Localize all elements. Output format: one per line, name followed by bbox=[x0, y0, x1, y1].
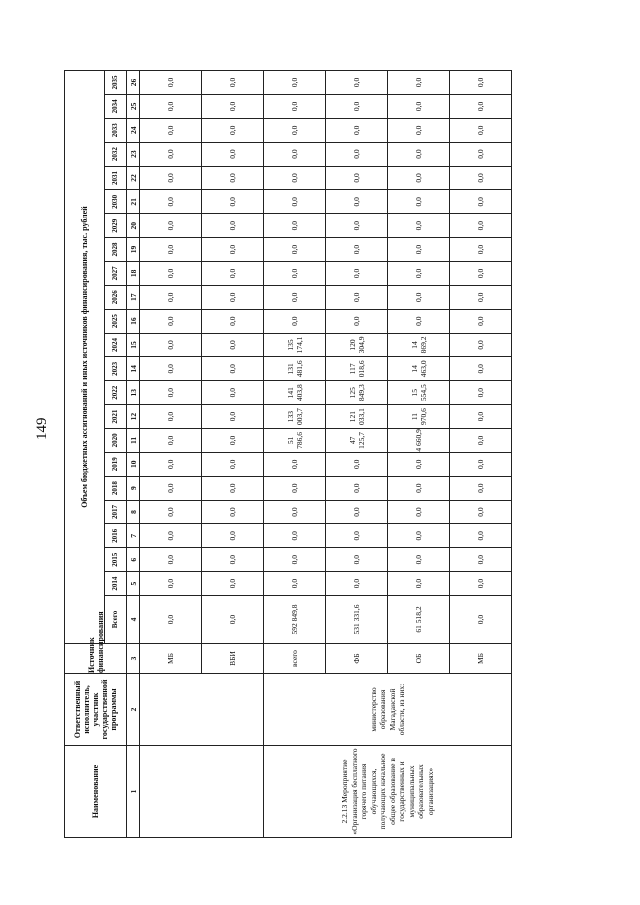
value-cell: 0,0 bbox=[326, 142, 388, 166]
value-cell: 0,0 bbox=[388, 285, 450, 309]
empty-cell bbox=[140, 674, 264, 746]
source-cell: всего bbox=[264, 644, 326, 674]
value-cell: 0,0 bbox=[140, 142, 202, 166]
value-cell: 0,0 bbox=[326, 166, 388, 190]
value-cell: 0,0 bbox=[326, 71, 388, 95]
value-cell: 0,0 bbox=[450, 309, 512, 333]
value-cell: 0,0 bbox=[264, 476, 326, 500]
value-cell: 0,0 bbox=[450, 405, 512, 429]
value-cell: 0,0 bbox=[264, 214, 326, 238]
value-cell: 0,0 bbox=[388, 309, 450, 333]
column-number: 20 bbox=[127, 214, 140, 238]
header-year-2023: 2023 bbox=[105, 357, 127, 381]
value-cell: 0,0 bbox=[450, 476, 512, 500]
value-cell: 0,0 bbox=[264, 166, 326, 190]
value-cell: 0,0 bbox=[202, 214, 264, 238]
value-cell: 0,0 bbox=[202, 428, 264, 452]
column-number: 17 bbox=[127, 285, 140, 309]
header-year-2018: 2018 bbox=[105, 476, 127, 500]
value-cell: 0,0 bbox=[140, 71, 202, 95]
value-cell: 0,0 bbox=[388, 214, 450, 238]
column-number: 9 bbox=[127, 476, 140, 500]
value-cell: 0,0 bbox=[202, 405, 264, 429]
value-cell: 0,0 bbox=[264, 238, 326, 262]
column-number: 15 bbox=[127, 333, 140, 357]
value-cell: 15 554,5 bbox=[388, 381, 450, 405]
column-number: 22 bbox=[127, 166, 140, 190]
value-cell: 0,0 bbox=[326, 214, 388, 238]
value-cell: 0,0 bbox=[140, 548, 202, 572]
header-year-2020: 2020 bbox=[105, 428, 127, 452]
table-row bbox=[140, 71, 202, 838]
value-cell: 0,0 bbox=[264, 142, 326, 166]
column-number: 3 bbox=[127, 644, 140, 674]
value-cell: 0,0 bbox=[450, 524, 512, 548]
value-cell: 0,0 bbox=[450, 357, 512, 381]
value-cell: 0,0 bbox=[326, 500, 388, 524]
header-year-2024: 2024 bbox=[105, 333, 127, 357]
value-cell: 0,0 bbox=[202, 190, 264, 214]
value-cell: 0,0 bbox=[264, 285, 326, 309]
value-cell: 0,0 bbox=[450, 285, 512, 309]
value-cell: 0,0 bbox=[450, 118, 512, 142]
value-cell: 133 003,7 bbox=[264, 405, 326, 429]
value-cell: 0,0 bbox=[450, 214, 512, 238]
value-cell: 0,0 bbox=[202, 94, 264, 118]
value-cell: 0,0 bbox=[450, 428, 512, 452]
value-cell: 11 970,6 bbox=[388, 405, 450, 429]
value-cell: 0,0 bbox=[326, 476, 388, 500]
value-cell: 0,0 bbox=[326, 94, 388, 118]
value-cell: 0,0 bbox=[326, 190, 388, 214]
value-cell: 0,0 bbox=[140, 309, 202, 333]
value-cell: 0,0 bbox=[388, 548, 450, 572]
value-cell: 125 849,3 bbox=[326, 381, 388, 405]
value-cell: 0,0 bbox=[388, 190, 450, 214]
value-cell: 0,0 bbox=[140, 452, 202, 476]
total-cell: 592 849,8 bbox=[264, 596, 326, 644]
value-cell: 14 463,0 bbox=[388, 357, 450, 381]
total-cell: 0,0 bbox=[202, 596, 264, 644]
value-cell: 0,0 bbox=[326, 524, 388, 548]
value-cell: 0,0 bbox=[388, 166, 450, 190]
value-cell: 4 660,9 bbox=[388, 428, 450, 452]
column-number: 1 bbox=[127, 746, 140, 838]
value-cell: 0,0 bbox=[326, 452, 388, 476]
value-cell: 0,0 bbox=[388, 71, 450, 95]
column-number: 14 bbox=[127, 357, 140, 381]
value-cell: 0,0 bbox=[450, 381, 512, 405]
header-total: Всего bbox=[105, 596, 127, 644]
column-number: 24 bbox=[127, 118, 140, 142]
table-row bbox=[264, 71, 326, 838]
column-number: 26 bbox=[127, 71, 140, 95]
value-cell: 0,0 bbox=[140, 381, 202, 405]
source-cell: ВБИ bbox=[202, 644, 264, 674]
value-cell: 0,0 bbox=[140, 572, 202, 596]
value-cell: 0,0 bbox=[388, 94, 450, 118]
header-year-2035: 2035 bbox=[105, 71, 127, 95]
value-cell: 0,0 bbox=[140, 500, 202, 524]
value-cell: 0,0 bbox=[450, 548, 512, 572]
value-cell: 0,0 bbox=[140, 238, 202, 262]
header-year-2034: 2034 bbox=[105, 94, 127, 118]
total-cell: 0,0 bbox=[450, 596, 512, 644]
value-cell: 0,0 bbox=[326, 238, 388, 262]
value-cell: 0,0 bbox=[388, 142, 450, 166]
page-number: 149 bbox=[34, 417, 50, 440]
value-cell: 0,0 bbox=[264, 500, 326, 524]
header-year-2027: 2027 bbox=[105, 261, 127, 285]
value-cell: 0,0 bbox=[140, 166, 202, 190]
value-cell: 0,0 bbox=[450, 452, 512, 476]
value-cell: 0,0 bbox=[140, 214, 202, 238]
value-cell: 0,0 bbox=[140, 261, 202, 285]
header-year-2017: 2017 bbox=[105, 500, 127, 524]
total-cell: 0,0 bbox=[140, 596, 202, 644]
value-cell: 0,0 bbox=[264, 261, 326, 285]
value-cell: 0,0 bbox=[264, 309, 326, 333]
value-cell: 0,0 bbox=[202, 71, 264, 95]
empty-cell bbox=[140, 746, 264, 838]
value-cell: 0,0 bbox=[326, 118, 388, 142]
value-cell: 0,0 bbox=[264, 118, 326, 142]
column-number: 4 bbox=[127, 596, 140, 644]
value-cell: 0,0 bbox=[202, 166, 264, 190]
value-cell: 0,0 bbox=[326, 261, 388, 285]
value-cell: 0,0 bbox=[450, 71, 512, 95]
column-number: 8 bbox=[127, 500, 140, 524]
value-cell: 0,0 bbox=[326, 548, 388, 572]
value-cell: 0,0 bbox=[140, 357, 202, 381]
source-cell: ФБ bbox=[326, 644, 388, 674]
value-cell: 0,0 bbox=[202, 452, 264, 476]
value-cell: 0,0 bbox=[202, 357, 264, 381]
header-year-2022: 2022 bbox=[105, 381, 127, 405]
value-cell: 0,0 bbox=[140, 476, 202, 500]
header-year-2028: 2028 bbox=[105, 238, 127, 262]
value-cell: 0,0 bbox=[264, 548, 326, 572]
value-cell: 0,0 bbox=[450, 142, 512, 166]
value-cell: 0,0 bbox=[326, 572, 388, 596]
value-cell: 0,0 bbox=[388, 476, 450, 500]
value-cell: 0,0 bbox=[202, 333, 264, 357]
value-cell: 0,0 bbox=[202, 285, 264, 309]
value-cell: 0,0 bbox=[264, 94, 326, 118]
value-cell: 0,0 bbox=[450, 94, 512, 118]
header-year-2019: 2019 bbox=[105, 452, 127, 476]
value-cell: 0,0 bbox=[202, 261, 264, 285]
total-cell: 61 518,2 bbox=[388, 596, 450, 644]
header-year-2030: 2030 bbox=[105, 190, 127, 214]
column-number: 10 bbox=[127, 452, 140, 476]
value-cell: 0,0 bbox=[202, 238, 264, 262]
header-year-2033: 2033 bbox=[105, 118, 127, 142]
total-cell: 531 331,6 bbox=[326, 596, 388, 644]
value-cell: 0,0 bbox=[140, 285, 202, 309]
header-year-2032: 2032 bbox=[105, 142, 127, 166]
value-cell: 0,0 bbox=[450, 261, 512, 285]
header-year-2031: 2031 bbox=[105, 166, 127, 190]
value-cell: 0,0 bbox=[388, 524, 450, 548]
value-cell: 0,0 bbox=[388, 261, 450, 285]
value-cell: 0,0 bbox=[388, 452, 450, 476]
header-year-2026: 2026 bbox=[105, 285, 127, 309]
column-number: 18 bbox=[127, 261, 140, 285]
rotated-table-block bbox=[64, 70, 496, 838]
header-year-2029: 2029 bbox=[105, 214, 127, 238]
value-cell: 0,0 bbox=[326, 285, 388, 309]
value-cell: 121 033,1 bbox=[326, 405, 388, 429]
column-number: 5 bbox=[127, 572, 140, 596]
value-cell: 141 403,8 bbox=[264, 381, 326, 405]
source-cell: МБ bbox=[450, 644, 512, 674]
value-cell: 0,0 bbox=[140, 94, 202, 118]
value-cell: 0,0 bbox=[388, 238, 450, 262]
value-cell: 14 869,2 bbox=[388, 333, 450, 357]
value-cell: 0,0 bbox=[326, 309, 388, 333]
value-cell: 0,0 bbox=[140, 118, 202, 142]
value-cell: 0,0 bbox=[388, 500, 450, 524]
value-cell: 0,0 bbox=[264, 524, 326, 548]
value-cell: 117 018,6 bbox=[326, 357, 388, 381]
value-cell: 135 174,1 bbox=[264, 333, 326, 357]
value-cell: 0,0 bbox=[388, 572, 450, 596]
value-cell: 0,0 bbox=[450, 500, 512, 524]
value-cell: 0,0 bbox=[450, 190, 512, 214]
value-cell: 0,0 bbox=[450, 238, 512, 262]
header-year-2025: 2025 bbox=[105, 309, 127, 333]
value-cell: 0,0 bbox=[264, 71, 326, 95]
header-funding-group: Объем бюджетных ассигнований и иных источников финансирования, тыс. рублей bbox=[65, 71, 105, 644]
financing-table bbox=[64, 70, 512, 838]
value-cell: 51 786,6 bbox=[264, 428, 326, 452]
source-cell: ОБ bbox=[388, 644, 450, 674]
column-number: 11 bbox=[127, 428, 140, 452]
value-cell: 0,0 bbox=[202, 572, 264, 596]
value-cell: 0,0 bbox=[140, 524, 202, 548]
executor-name: министерство образования Магаданской области, из них: bbox=[264, 674, 512, 746]
column-number: 12 bbox=[127, 405, 140, 429]
value-cell: 0,0 bbox=[202, 381, 264, 405]
measure-name: 2.2.13 Мероприятие «Организация бесплатного горячего питания обучающихся, получающих начальное общее образование в государственных и муниципальных образовательных организациях» bbox=[264, 746, 512, 838]
header-year-2014: 2014 bbox=[105, 572, 127, 596]
value-cell: 0,0 bbox=[202, 142, 264, 166]
header-year-2021: 2021 bbox=[105, 405, 127, 429]
column-number: 16 bbox=[127, 309, 140, 333]
column-number: 23 bbox=[127, 142, 140, 166]
value-cell: 0,0 bbox=[202, 524, 264, 548]
value-cell: 0,0 bbox=[264, 190, 326, 214]
source-cell: МБ bbox=[140, 644, 202, 674]
value-cell: 131 481,6 bbox=[264, 357, 326, 381]
header-year-2016: 2016 bbox=[105, 524, 127, 548]
value-cell: 0,0 bbox=[264, 572, 326, 596]
column-number: 21 bbox=[127, 190, 140, 214]
value-cell: 0,0 bbox=[140, 428, 202, 452]
value-cell: 0,0 bbox=[450, 166, 512, 190]
value-cell: 0,0 bbox=[202, 309, 264, 333]
header-executor: Ответственный исполнитель, участник государственной программы bbox=[65, 674, 127, 746]
value-cell: 0,0 bbox=[140, 405, 202, 429]
header-year-2015: 2015 bbox=[105, 548, 127, 572]
value-cell: 0,0 bbox=[264, 452, 326, 476]
value-cell: 0,0 bbox=[202, 118, 264, 142]
value-cell: 0,0 bbox=[202, 548, 264, 572]
value-cell: 0,0 bbox=[450, 333, 512, 357]
value-cell: 0,0 bbox=[388, 118, 450, 142]
column-number: 19 bbox=[127, 238, 140, 262]
value-cell: 120 304,9 bbox=[326, 333, 388, 357]
value-cell: 0,0 bbox=[450, 572, 512, 596]
column-number: 7 bbox=[127, 524, 140, 548]
value-cell: 0,0 bbox=[140, 333, 202, 357]
header-source: Источник финансирования bbox=[65, 644, 127, 674]
header-name: Наименование bbox=[65, 746, 127, 838]
value-cell: 0,0 bbox=[202, 476, 264, 500]
value-cell: 0,0 bbox=[202, 500, 264, 524]
column-number: 13 bbox=[127, 381, 140, 405]
column-number: 6 bbox=[127, 548, 140, 572]
value-cell: 0,0 bbox=[140, 190, 202, 214]
column-number: 25 bbox=[127, 94, 140, 118]
column-number: 2 bbox=[127, 674, 140, 746]
value-cell: 47 125,7 bbox=[326, 428, 388, 452]
